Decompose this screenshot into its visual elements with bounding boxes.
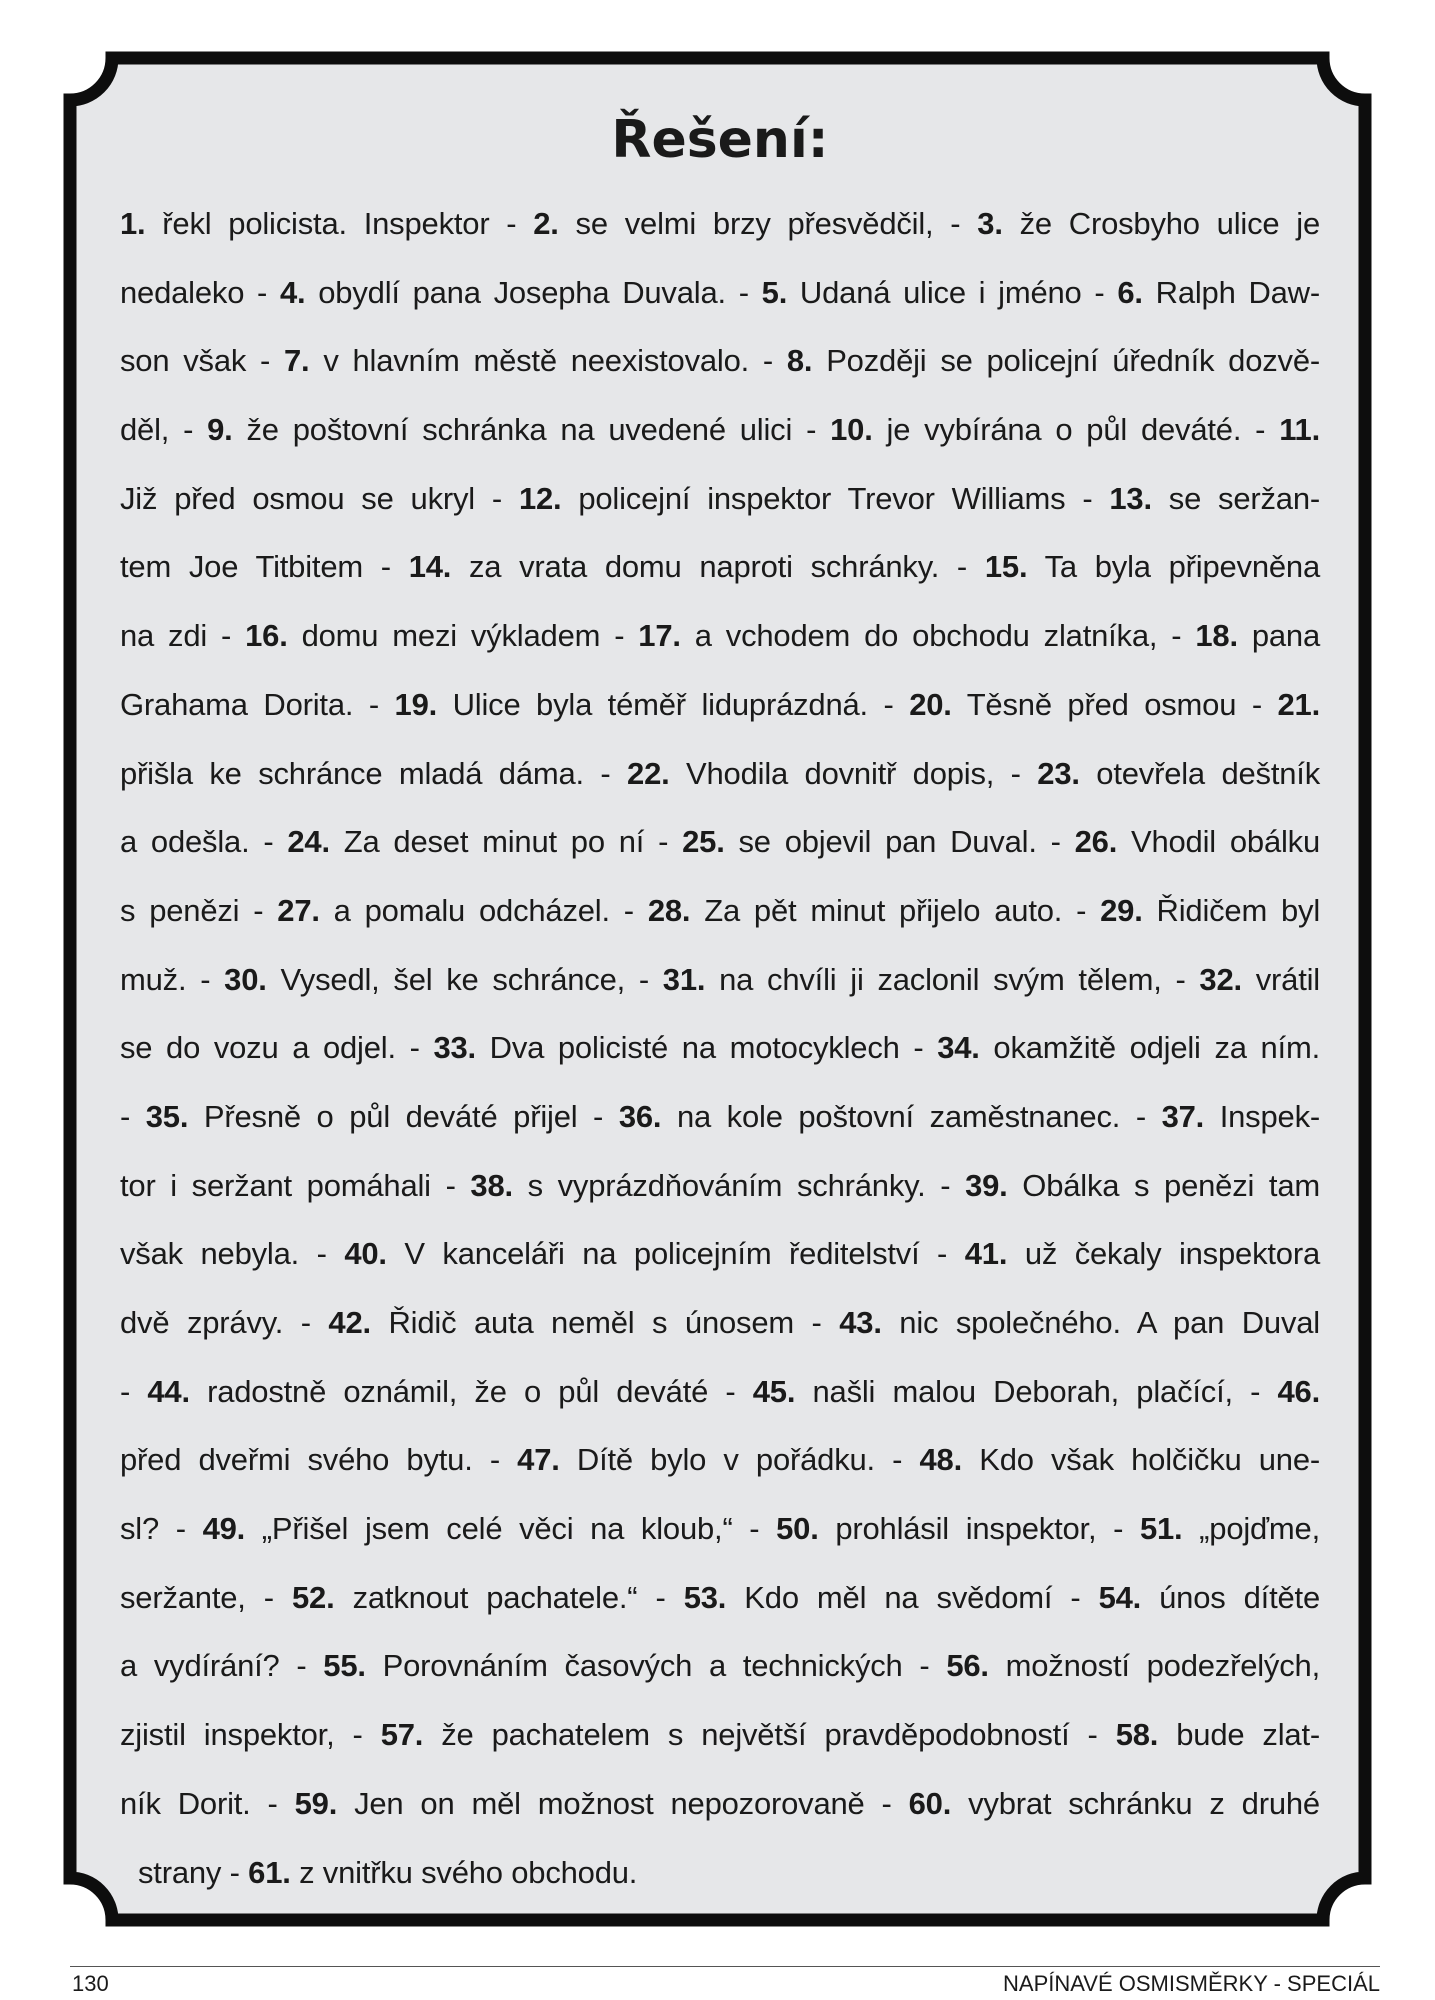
text-line <box>120 1770 1320 1839</box>
text-segment: nedaleko - <box>120 274 280 310</box>
step-number: 58. <box>1115 1717 1159 1753</box>
text-segment: Kdo měl na svědomí - <box>726 1579 1099 1615</box>
text-line <box>120 190 1320 259</box>
step-number: 24. <box>287 824 330 860</box>
text-segment: však nebyla. - <box>120 1236 345 1272</box>
text-segment: Za pět minut přijelo auto. - <box>690 892 1101 928</box>
text-segment: a pomalu odcházel. - <box>319 892 648 928</box>
text-segment: a vydírání? - <box>120 1648 324 1684</box>
step-number: 22. <box>627 755 670 791</box>
text-line <box>120 259 1320 328</box>
text-segment: a odešla. - <box>120 824 288 860</box>
text-segment: vrátil <box>1241 961 1320 997</box>
text-line <box>120 740 1320 809</box>
text-segment: Jen on měl možnost nepozorovaně - <box>337 1785 909 1821</box>
text-segment: možností podezřelých, <box>988 1648 1320 1684</box>
step-number: 13. <box>1109 480 1152 516</box>
step-number: 53. <box>683 1579 727 1615</box>
step-number: 4. <box>279 274 306 310</box>
text-segment: na chvíli ji zaclonil svým tělem, - <box>705 961 1200 997</box>
text-segment: strany - <box>138 1854 249 1890</box>
text-segment: obydlí pana Josepha Duvala. - <box>305 274 762 310</box>
text-segment: Dítě bylo v pořádku. - <box>559 1442 920 1478</box>
publication-title: NAPÍNAVÉ OSMISMĚRKY - SPECIÁL <box>1003 1971 1380 1996</box>
text-line <box>120 1358 1320 1427</box>
step-number: 52. <box>292 1579 335 1615</box>
text-line <box>120 1426 1320 1495</box>
text-segment: dvě zprávy. - <box>120 1305 329 1340</box>
text-line <box>120 1701 1320 1770</box>
text-segment: Za deset minut po ní - <box>329 824 683 860</box>
text-segment: - <box>120 1373 148 1409</box>
text-segment: se seržan- <box>1151 480 1320 516</box>
text-segment: na zdi - <box>120 618 246 654</box>
text-segment: Ralph Daw- <box>1142 274 1320 310</box>
step-number: 32. <box>1199 961 1242 997</box>
text-segment: našli malou Deborah, plačící, - <box>795 1373 1278 1409</box>
step-number: 3. <box>977 206 1003 241</box>
text-segment: za vrata domu naproti schránky. - <box>451 549 985 585</box>
text-segment: z vnitřku svého obchodu. <box>290 1854 638 1890</box>
step-number: 60. <box>908 1785 952 1821</box>
text-segment: a vchodem do obchodu zlatníka, - <box>680 618 1196 654</box>
text-segment: radostně oznámil, že o půl deváté - <box>189 1373 753 1409</box>
step-number: 55. <box>323 1648 366 1684</box>
step-number: 39. <box>965 1167 1008 1203</box>
step-number: 30. <box>224 961 267 997</box>
text-segment: „Přišel jsem celé věci na kloub,“ - <box>245 1511 777 1547</box>
step-number: 31. <box>662 961 706 997</box>
step-number: 17. <box>638 618 681 654</box>
text-segment: prohlásil inspektor, - <box>818 1511 1140 1547</box>
text-segment: přišla ke schránce mladá dáma. - <box>120 755 628 791</box>
text-segment: Vhodil obálku <box>1117 824 1321 860</box>
page-title: Řešení: <box>611 110 829 170</box>
step-number: 49. <box>202 1511 246 1547</box>
page-number: 130 <box>72 1971 109 1996</box>
step-number: 34. <box>937 1030 980 1066</box>
text-segment: na kole poštovní zaměstnanec. - <box>661 1098 1162 1134</box>
step-number: 46. <box>1277 1373 1320 1409</box>
step-number: 54. <box>1098 1579 1142 1615</box>
step-number: 25. <box>682 824 725 860</box>
text-segment: s penězi - <box>120 892 278 928</box>
step-number: 61. <box>248 1854 291 1890</box>
text-segment: děl, - <box>120 412 208 448</box>
text-segment: Řidičem byl <box>1142 892 1321 928</box>
text-segment: pana <box>1237 618 1320 654</box>
text-line <box>120 1083 1320 1152</box>
text-segment: vybrat schránku z druhé <box>951 1785 1320 1821</box>
text-line <box>120 946 1320 1015</box>
step-number: 20. <box>909 686 952 722</box>
text-segment: před dveřmi svého bytu. - <box>120 1442 518 1478</box>
text-segment: Inspek- <box>1204 1098 1320 1134</box>
text-segment: okamžitě odjeli za ním. <box>979 1030 1320 1066</box>
step-number: 18. <box>1195 618 1238 654</box>
text-segment: že Crosbyho ulice je <box>1002 206 1320 241</box>
step-number: 35. <box>145 1098 189 1134</box>
text-segment: Obálka s penězi tam <box>1007 1167 1320 1203</box>
text-segment: už čekaly inspektora <box>1007 1236 1320 1272</box>
text-line <box>120 533 1320 602</box>
text-line <box>120 1632 1320 1701</box>
text-segment: otevřela deštník <box>1079 755 1321 791</box>
text-line <box>120 671 1320 740</box>
step-number: 11. <box>1279 412 1320 448</box>
text-line <box>120 465 1320 534</box>
text-segment: tem Joe Titbitem - <box>120 549 409 585</box>
step-number: 12. <box>518 480 562 516</box>
step-number: 47. <box>517 1442 560 1478</box>
step-number: 26. <box>1074 824 1118 860</box>
text-segment: Ulice byla téměř liduprázdná. - <box>437 686 910 722</box>
text-segment: bude zlat- <box>1158 1717 1321 1753</box>
text-segment: tor i seržant pomáhali - <box>120 1167 471 1203</box>
text-segment: sl? - <box>120 1511 203 1547</box>
text-line <box>120 1289 1320 1358</box>
step-number: 51. <box>1139 1511 1183 1547</box>
text-segment: V kanceláři na policejním ředitelství - <box>386 1236 965 1272</box>
text-segment: je vybírána o půl deváté. - <box>872 412 1280 448</box>
text-segment: Vysedl, šel ke schránce, - <box>266 961 663 997</box>
text-line <box>120 1839 1320 1908</box>
step-number: 6. <box>1117 274 1143 310</box>
text-segment: že poštovní schránka na uvedené ulici - <box>232 412 831 448</box>
step-number: 16. <box>245 618 288 654</box>
step-number: 27. <box>277 892 320 928</box>
text-segment: únos dítěte <box>1141 1579 1321 1615</box>
solution-panel <box>120 100 1320 1900</box>
text-segment: se velmi brzy přesvědčil, - <box>558 206 978 241</box>
text-segment: Dva policisté na motocyklech - <box>475 1030 938 1066</box>
text-segment: Kdo však holčičku une- <box>962 1442 1320 1478</box>
step-number: 42. <box>328 1305 371 1340</box>
text-line <box>120 1495 1320 1564</box>
step-number: 33. <box>433 1030 476 1066</box>
text-segment: Ta byla připevněna <box>1027 549 1320 585</box>
text-line <box>120 396 1320 465</box>
step-number: 29. <box>1100 892 1143 928</box>
text-segment: Později se policejní úředník dozvě- <box>812 343 1320 379</box>
text-segment: se do vozu a odjel. - <box>120 1030 434 1066</box>
text-segment: domu mezi výkladem - <box>287 618 639 654</box>
text-line <box>120 808 1320 877</box>
step-number: 38. <box>470 1167 513 1203</box>
step-number: 21. <box>1277 686 1320 722</box>
step-number: 28. <box>647 892 691 928</box>
text-segment: Řidič auta neměl s únosem - <box>370 1305 840 1340</box>
text-line <box>120 877 1320 946</box>
step-number: 48. <box>919 1442 963 1478</box>
step-number: 23. <box>1037 755 1080 791</box>
text-line <box>120 1152 1320 1221</box>
text-segment: seržante, - <box>120 1579 292 1615</box>
step-number: 36. <box>618 1098 662 1134</box>
step-number: 9. <box>207 412 233 448</box>
step-number: 59. <box>294 1785 338 1821</box>
text-segment: - <box>120 1098 146 1134</box>
text-segment: se objevil pan Duval. - <box>724 824 1075 860</box>
text-segment: „pojďme, <box>1182 1511 1320 1547</box>
text-segment: zjistil inspektor, - <box>120 1717 381 1753</box>
step-number: 37. <box>1161 1098 1205 1134</box>
step-number: 43. <box>839 1305 882 1340</box>
step-number: 8. <box>786 343 813 379</box>
text-segment: policejní inspektor Trevor Williams - <box>561 480 1110 516</box>
text-segment: nic společného. A pan Duval <box>881 1305 1320 1340</box>
text-line <box>120 1014 1320 1083</box>
text-segment: Těsně před osmou - <box>951 686 1278 722</box>
step-number: 15. <box>984 549 1028 585</box>
text-segment: s vyprázdňováním schránky. - <box>512 1167 966 1203</box>
step-number: 50. <box>776 1511 819 1547</box>
footer-divider <box>70 1966 1380 1967</box>
text-segment: v hlavním městě neexistovalo. - <box>309 343 787 379</box>
step-number: 56. <box>946 1648 989 1684</box>
step-number: 41. <box>964 1236 1008 1272</box>
step-number: 44. <box>147 1373 190 1409</box>
step-number: 19. <box>394 686 438 722</box>
step-number: 45. <box>752 1373 796 1409</box>
text-segment: son však - <box>120 343 284 379</box>
text-segment: Přesně o půl deváté přijel - <box>188 1098 619 1134</box>
text-segment: ník Dorit. - <box>120 1785 295 1821</box>
text-segment: Porovnáním časových a technických - <box>365 1648 947 1684</box>
step-number: 2. <box>533 206 559 241</box>
text-segment: řekl policista. Inspektor - <box>145 206 534 241</box>
step-number: 7. <box>284 343 310 379</box>
text-segment: že pachatelem s největší pravděpodobností - <box>423 1717 1116 1753</box>
text-segment: Udaná ulice i jméno - <box>787 274 1118 310</box>
step-number: 1. <box>120 206 146 241</box>
text-line <box>120 1564 1320 1633</box>
step-number: 10. <box>830 412 873 448</box>
step-number: 57. <box>380 1717 424 1753</box>
step-number: 14. <box>408 549 452 585</box>
text-segment: Grahama Dorita. - <box>120 686 395 722</box>
step-number: 40. <box>344 1236 387 1272</box>
text-segment: Vhodila dovnitř dopis, - <box>669 755 1038 791</box>
solution-text <box>120 190 1320 1907</box>
text-segment: Již před osmou se ukryl - <box>120 480 519 516</box>
text-segment: zatknout pachatele.“ - <box>334 1579 684 1615</box>
step-number: 5. <box>761 274 788 310</box>
text-segment: muž. - <box>120 961 225 997</box>
text-line <box>120 1220 1320 1289</box>
text-line <box>120 602 1320 671</box>
text-line <box>120 327 1320 396</box>
